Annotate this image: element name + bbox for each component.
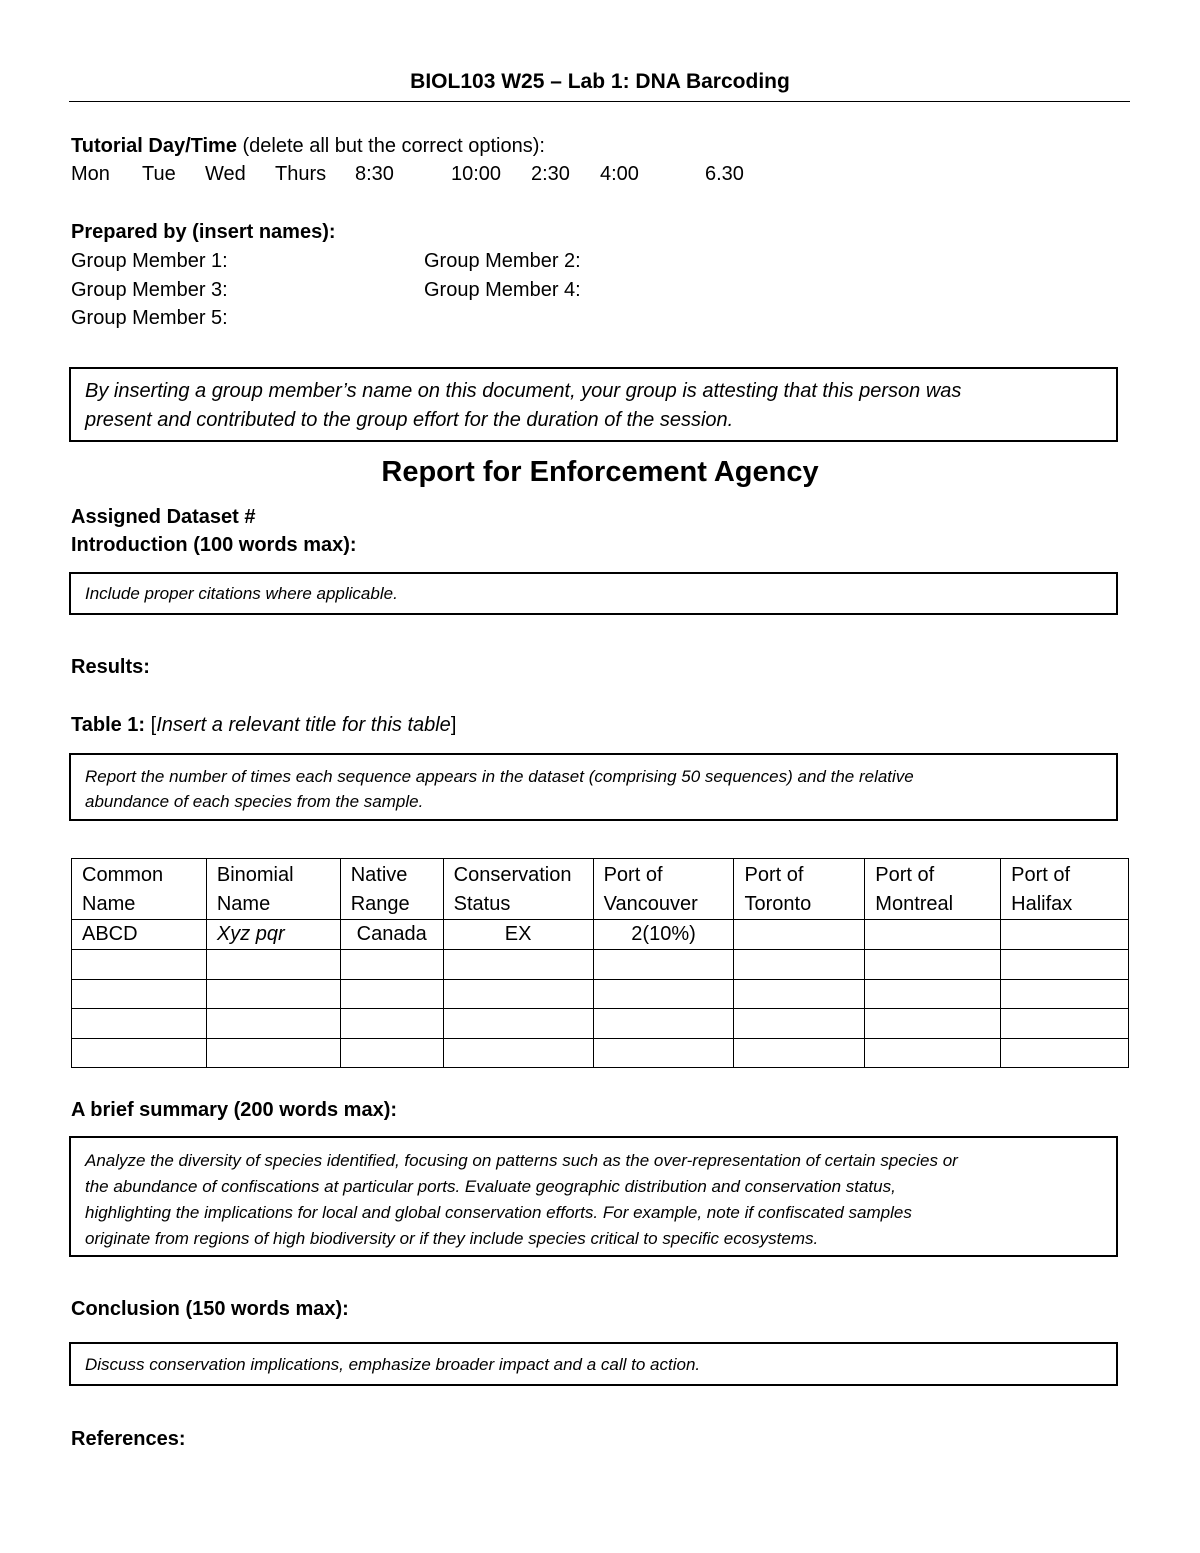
prepared-by-heading: Prepared by (insert names): bbox=[71, 221, 336, 243]
table-row bbox=[72, 1038, 1129, 1068]
introduction-box[interactable] bbox=[69, 572, 1118, 615]
table-cell[interactable]: ABCD bbox=[72, 920, 207, 950]
table-cell[interactable] bbox=[72, 979, 207, 1009]
col-header-port-toronto: Port of Toronto bbox=[734, 859, 865, 920]
table-cell[interactable] bbox=[443, 950, 593, 980]
table-cell[interactable]: 2(10%) bbox=[593, 920, 734, 950]
references-heading: References: bbox=[71, 1428, 186, 1450]
table-cell[interactable]: Canada bbox=[340, 920, 443, 950]
tutorial-option-mon[interactable]: Mon bbox=[71, 163, 110, 185]
table-cell[interactable] bbox=[340, 1009, 443, 1039]
table-cell[interactable] bbox=[340, 1038, 443, 1068]
table-row bbox=[72, 979, 1129, 1009]
document-header-title: BIOL103 W25 – Lab 1: DNA Barcoding bbox=[410, 70, 790, 93]
table-cell[interactable] bbox=[593, 1038, 734, 1068]
table-cell[interactable] bbox=[865, 920, 1001, 950]
table-cell[interactable] bbox=[734, 920, 865, 950]
tutorial-option-wed[interactable]: Wed bbox=[205, 163, 246, 185]
group-member-5[interactable]: Group Member 5: bbox=[71, 307, 228, 329]
table-cell[interactable] bbox=[865, 1009, 1001, 1039]
group-member-3[interactable]: Group Member 3: bbox=[71, 279, 228, 301]
table-cell[interactable] bbox=[206, 1009, 340, 1039]
table1-label: Table 1: bbox=[71, 714, 146, 736]
assigned-dataset-label[interactable]: Assigned Dataset # bbox=[71, 506, 256, 528]
table-cell[interactable] bbox=[865, 979, 1001, 1009]
table-header-row bbox=[72, 859, 1129, 920]
tutorial-option-1000[interactable]: 10:00 bbox=[451, 163, 502, 185]
col-header-native-range: Native Range bbox=[340, 859, 443, 920]
tutorial-option-230[interactable]: 2:30 bbox=[531, 163, 570, 185]
table-cell[interactable] bbox=[1001, 979, 1129, 1009]
tutorial-option-630[interactable]: 6.30 bbox=[705, 163, 744, 185]
table-row bbox=[72, 920, 1129, 950]
table-row bbox=[72, 950, 1129, 980]
conclusion-heading: Conclusion (150 words max): bbox=[71, 1298, 349, 1320]
table-cell[interactable] bbox=[734, 1009, 865, 1039]
table-cell[interactable] bbox=[865, 950, 1001, 980]
tutorial-heading bbox=[71, 132, 545, 161]
tutorial-option-400[interactable]: 4:00 bbox=[600, 163, 639, 185]
table-cell[interactable] bbox=[593, 950, 734, 980]
tutorial-label: Tutorial Day/Time bbox=[71, 135, 237, 157]
tutorial-note: (delete all but the correct options): bbox=[236, 135, 545, 157]
species-table bbox=[71, 858, 1129, 1068]
summary-box[interactable] bbox=[69, 1136, 1118, 1257]
col-header-port-vancouver: Port of Vancouver bbox=[593, 859, 734, 920]
table-cell[interactable] bbox=[1001, 950, 1129, 980]
col-header-port-halifax: Port of Halifax bbox=[1001, 859, 1129, 920]
table-cell[interactable] bbox=[206, 979, 340, 1009]
group-member-2[interactable]: Group Member 2: bbox=[424, 250, 581, 272]
col-header-binomial-name: Binomial Name bbox=[206, 859, 340, 920]
tutorial-option-tue[interactable]: Tue bbox=[142, 163, 176, 185]
table-cell[interactable] bbox=[72, 1038, 207, 1068]
col-header-conservation-status: Conservation Status bbox=[443, 859, 593, 920]
table-cell[interactable]: EX bbox=[443, 920, 593, 950]
tutorial-options bbox=[0, 160, 1200, 189]
summary-instruction: Analyze the diversity of species identified, focusing on patterns such as the over-representation of certain species or the abundance of confiscations at particular ports. Evaluate geographic distribution and conservation status, highlighting the implications for local and global conservation efforts. For example, note if confiscated samples originate from regions of high biodiversity or if they include species critical to specific ecosystems. bbox=[85, 1151, 958, 1248]
table-cell[interactable]: Xyz pqr bbox=[206, 920, 340, 950]
table-cell[interactable] bbox=[865, 1038, 1001, 1068]
table-cell[interactable] bbox=[340, 950, 443, 980]
table-cell[interactable] bbox=[593, 979, 734, 1009]
table1-instruction-box bbox=[69, 753, 1118, 821]
introduction-heading: Introduction (100 words max): bbox=[71, 534, 357, 556]
table-cell[interactable] bbox=[734, 950, 865, 980]
conclusion-box[interactable] bbox=[69, 1342, 1118, 1386]
group-member-4[interactable]: Group Member 4: bbox=[424, 279, 581, 301]
summary-heading: A brief summary (200 words max): bbox=[71, 1099, 398, 1121]
table1-instruction: Report the number of times each sequence appears in the dataset (comprising 50 sequences) and the relative abundance of each species from the sample. bbox=[85, 767, 914, 811]
table-cell[interactable] bbox=[72, 950, 207, 980]
conclusion-instruction: Discuss conservation implications, emphasize broader impact and a call to action. bbox=[85, 1355, 701, 1374]
introduction-instruction: Include proper citations where applicable. bbox=[85, 584, 398, 603]
attestation-text: By inserting a group member’s name on this document, your group is attesting that this person was present and contributed to the group effort for the duration of the session. bbox=[85, 380, 962, 431]
table-cell[interactable] bbox=[443, 1038, 593, 1068]
table-cell[interactable] bbox=[340, 979, 443, 1009]
table-cell[interactable] bbox=[443, 1009, 593, 1039]
tutorial-option-thurs[interactable]: Thurs bbox=[275, 163, 327, 185]
group-member-1[interactable]: Group Member 1: bbox=[71, 250, 228, 272]
table-cell[interactable] bbox=[72, 1009, 207, 1039]
table-cell[interactable] bbox=[593, 1009, 734, 1039]
table-cell[interactable] bbox=[206, 950, 340, 980]
report-title: Report for Enforcement Agency bbox=[381, 456, 819, 488]
table-cell[interactable] bbox=[1001, 920, 1129, 950]
tutorial-option-830[interactable]: 8:30 bbox=[355, 163, 394, 185]
results-heading: Results: bbox=[71, 656, 150, 678]
col-header-common-name: Common Name bbox=[72, 859, 207, 920]
header-rule bbox=[69, 101, 1130, 102]
table-cell[interactable] bbox=[734, 1038, 865, 1068]
col-header-port-montreal: Port of Montreal bbox=[865, 859, 1001, 920]
table1-title-placeholder[interactable]: Insert a relevant title for this table bbox=[156, 714, 451, 736]
table-row bbox=[72, 1009, 1129, 1039]
table1-caption: Table 1: [Insert a relevant title for this table] bbox=[71, 714, 457, 736]
table-cell[interactable] bbox=[1001, 1009, 1129, 1039]
attestation-box bbox=[69, 367, 1118, 442]
table-cell[interactable] bbox=[734, 979, 865, 1009]
table-cell[interactable] bbox=[443, 979, 593, 1009]
table-cell[interactable] bbox=[206, 1038, 340, 1068]
table-cell[interactable] bbox=[1001, 1038, 1129, 1068]
